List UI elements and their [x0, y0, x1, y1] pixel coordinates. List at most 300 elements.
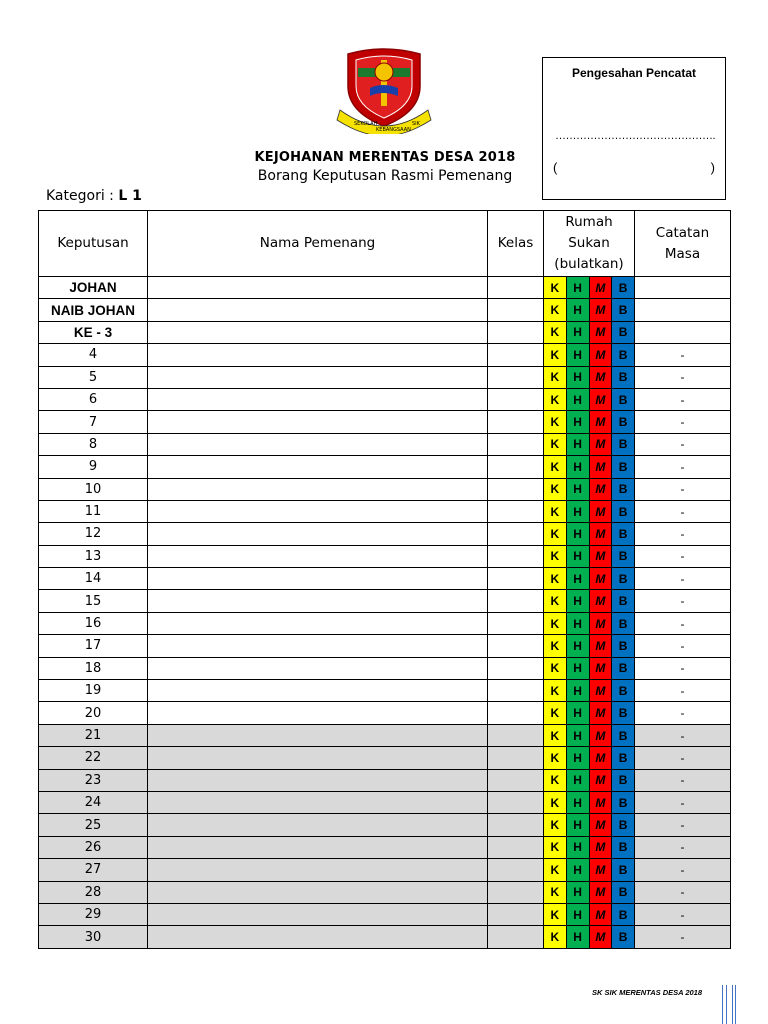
house-option-h[interactable]: H	[567, 792, 590, 813]
winner-name-field[interactable]	[148, 366, 488, 388]
table-header-row	[39, 211, 731, 277]
time-cell[interactable]: -	[635, 612, 731, 634]
class-field[interactable]	[488, 456, 544, 478]
table-row	[39, 724, 731, 746]
house-option-b[interactable]: B	[612, 725, 634, 746]
house-option-m[interactable]: M	[590, 501, 613, 522]
rank-cell: 26	[39, 836, 148, 858]
house-option-k[interactable]: K	[544, 277, 567, 298]
table-row	[39, 814, 731, 836]
house-option-m[interactable]: M	[590, 299, 613, 320]
class-field[interactable]	[488, 388, 544, 410]
class-field[interactable]	[488, 344, 544, 366]
time-cell[interactable]: -	[635, 478, 731, 500]
house-option-k[interactable]: K	[544, 456, 567, 477]
school-crest-logo	[334, 46, 434, 134]
house-option-m[interactable]: M	[590, 658, 613, 679]
house-options	[544, 657, 635, 679]
house-option-h[interactable]: H	[567, 456, 590, 477]
house-option-b[interactable]: B	[612, 277, 634, 298]
rank-cell: 11	[39, 500, 148, 522]
winner-name-field[interactable]	[148, 321, 488, 343]
class-field[interactable]	[488, 702, 544, 724]
house-options	[544, 478, 635, 500]
house-options	[544, 344, 635, 366]
rank-cell: 5	[39, 366, 148, 388]
rank-cell: 28	[39, 881, 148, 903]
rank-cell: 6	[39, 388, 148, 410]
winner-name-field[interactable]	[148, 680, 488, 702]
time-cell[interactable]: -	[635, 903, 731, 925]
table-row	[39, 747, 731, 769]
class-field[interactable]	[488, 523, 544, 545]
house-option-b[interactable]: B	[612, 501, 634, 522]
house-options	[544, 769, 635, 791]
time-cell[interactable]: -	[635, 568, 731, 590]
house-option-b[interactable]: B	[612, 904, 634, 925]
winner-name-field[interactable]	[148, 545, 488, 567]
time-cell[interactable]: -	[635, 680, 731, 702]
winner-name-field[interactable]	[148, 523, 488, 545]
house-option-h[interactable]: H	[567, 590, 590, 611]
class-field[interactable]	[488, 500, 544, 522]
house-option-k[interactable]: K	[544, 926, 567, 947]
house-option-k[interactable]: K	[544, 792, 567, 813]
house-option-b[interactable]: B	[612, 882, 634, 903]
house-option-m[interactable]: M	[590, 904, 613, 925]
house-option-h[interactable]: H	[567, 926, 590, 947]
class-field[interactable]	[488, 657, 544, 679]
time-cell[interactable]: -	[635, 344, 731, 366]
winner-name-field[interactable]	[148, 747, 488, 769]
header-masa-line1: Catatan	[655, 224, 710, 241]
house-option-h[interactable]: H	[567, 299, 590, 320]
house-option-b[interactable]: B	[612, 479, 634, 500]
class-field[interactable]	[488, 680, 544, 702]
table-row	[39, 881, 731, 903]
header-keputusan: Keputusan	[39, 211, 148, 277]
house-options	[544, 635, 635, 657]
winner-name-field[interactable]	[148, 612, 488, 634]
house-options	[544, 791, 635, 813]
house-option-b[interactable]: B	[612, 837, 634, 858]
winner-name-field[interactable]	[148, 388, 488, 410]
house-option-m[interactable]: M	[590, 523, 613, 544]
house-option-k[interactable]: K	[544, 680, 567, 701]
house-option-h[interactable]: H	[567, 837, 590, 858]
winner-name-field[interactable]	[148, 590, 488, 612]
time-cell[interactable]: -	[635, 791, 731, 813]
house-option-b[interactable]: B	[612, 635, 634, 656]
class-field[interactable]	[488, 791, 544, 813]
table-row	[39, 568, 731, 590]
time-cell[interactable]	[635, 277, 731, 299]
table-row	[39, 478, 731, 500]
house-option-h[interactable]: H	[567, 658, 590, 679]
house-option-m[interactable]: M	[590, 770, 613, 791]
house-option-b[interactable]: B	[612, 523, 634, 544]
winner-name-field[interactable]	[148, 411, 488, 433]
house-option-m[interactable]: M	[590, 546, 613, 567]
house-option-b[interactable]: B	[612, 568, 634, 589]
house-option-b[interactable]: B	[612, 434, 634, 455]
house-option-m[interactable]: M	[590, 367, 613, 388]
house-options	[544, 702, 635, 724]
house-option-h[interactable]: H	[567, 882, 590, 903]
class-field[interactable]	[488, 411, 544, 433]
class-field[interactable]	[488, 903, 544, 925]
house-option-h[interactable]: H	[567, 747, 590, 768]
house-option-b[interactable]: B	[612, 344, 634, 365]
house-option-m[interactable]: M	[590, 792, 613, 813]
house-option-m[interactable]: M	[590, 344, 613, 365]
class-field[interactable]	[488, 635, 544, 657]
crest-banner-right: KEBANGSAAN	[376, 127, 411, 133]
house-option-m[interactable]: M	[590, 747, 613, 768]
house-option-k[interactable]: K	[544, 635, 567, 656]
house-option-k[interactable]: K	[544, 367, 567, 388]
house-options	[544, 388, 635, 410]
house-option-m[interactable]: M	[590, 702, 613, 723]
class-field[interactable]	[488, 926, 544, 948]
house-option-h[interactable]: H	[567, 434, 590, 455]
house-option-k[interactable]: K	[544, 322, 567, 343]
house-option-m[interactable]: M	[590, 635, 613, 656]
house-option-k[interactable]: K	[544, 770, 567, 791]
class-field[interactable]	[488, 859, 544, 881]
table-row	[39, 411, 731, 433]
table-row	[39, 903, 731, 925]
table-row	[39, 344, 731, 366]
time-cell[interactable]	[635, 321, 731, 343]
house-option-k[interactable]: K	[544, 411, 567, 432]
rank-cell: 30	[39, 926, 148, 948]
house-options	[544, 411, 635, 433]
time-cell[interactable]: -	[635, 724, 731, 746]
class-field[interactable]	[488, 881, 544, 903]
house-options	[544, 612, 635, 634]
house-options	[544, 277, 635, 299]
time-cell[interactable]: -	[635, 702, 731, 724]
house-option-m[interactable]: M	[590, 926, 613, 947]
header-rumah-line3: (bulatkan)	[554, 256, 624, 272]
header-kelas: Kelas	[488, 211, 544, 277]
winner-name-field[interactable]	[148, 500, 488, 522]
house-option-k[interactable]: K	[544, 859, 567, 880]
signature-paren-open: (	[553, 160, 558, 175]
rank-cell: 20	[39, 702, 148, 724]
class-field[interactable]	[488, 612, 544, 634]
winner-name-field[interactable]	[148, 836, 488, 858]
house-option-b[interactable]: B	[612, 546, 634, 567]
time-cell[interactable]: -	[635, 500, 731, 522]
house-option-m[interactable]: M	[590, 568, 613, 589]
house-option-m[interactable]: M	[590, 680, 613, 701]
time-cell[interactable]: -	[635, 814, 731, 836]
time-cell[interactable]: -	[635, 456, 731, 478]
house-options	[544, 545, 635, 567]
rank-cell: KE - 3	[39, 321, 148, 343]
house-option-b[interactable]: B	[612, 814, 634, 835]
page-subtitle: Borang Keputusan Rasmi Pemenang	[257, 168, 513, 184]
table-row	[39, 590, 731, 612]
class-field[interactable]	[488, 568, 544, 590]
house-option-b[interactable]: B	[612, 590, 634, 611]
house-options	[544, 724, 635, 746]
time-cell[interactable]: -	[635, 769, 731, 791]
rank-cell: 9	[39, 456, 148, 478]
crest-banner-left: SEKOLAH	[354, 121, 378, 127]
house-option-m[interactable]: M	[590, 456, 613, 477]
house-option-h[interactable]: H	[567, 635, 590, 656]
rank-cell: 19	[39, 680, 148, 702]
rank-cell: 17	[39, 635, 148, 657]
time-cell[interactable]: -	[635, 366, 731, 388]
header-rumah-line1: Rumah	[565, 214, 613, 230]
time-cell[interactable]: -	[635, 590, 731, 612]
time-cell[interactable]: -	[635, 523, 731, 545]
house-option-h[interactable]: H	[567, 501, 590, 522]
house-option-h[interactable]: H	[567, 904, 590, 925]
house-option-b[interactable]: B	[612, 613, 634, 634]
class-field[interactable]	[488, 545, 544, 567]
house-options	[544, 366, 635, 388]
house-option-h[interactable]: H	[567, 367, 590, 388]
class-field[interactable]	[488, 724, 544, 746]
class-field[interactable]	[488, 769, 544, 791]
results-body	[39, 277, 731, 949]
time-cell[interactable]: -	[635, 388, 731, 410]
house-option-m[interactable]: M	[590, 322, 613, 343]
winner-name-field[interactable]	[148, 903, 488, 925]
house-option-b[interactable]: B	[612, 411, 634, 432]
house-option-k[interactable]: K	[544, 837, 567, 858]
house-option-h[interactable]: H	[567, 613, 590, 634]
winner-name-field[interactable]	[148, 881, 488, 903]
winner-name-field[interactable]	[148, 478, 488, 500]
house-option-m[interactable]: M	[590, 882, 613, 903]
page-title: KEJOHANAN MERENTAS DESA 2018	[254, 150, 516, 165]
house-option-h[interactable]: H	[567, 344, 590, 365]
house-option-k[interactable]: K	[544, 299, 567, 320]
time-cell[interactable]: -	[635, 859, 731, 881]
winner-name-field[interactable]	[148, 344, 488, 366]
winner-name-field[interactable]	[148, 702, 488, 724]
house-option-h[interactable]: H	[567, 322, 590, 343]
class-field[interactable]	[488, 747, 544, 769]
table-row	[39, 859, 731, 881]
house-option-k[interactable]: K	[544, 904, 567, 925]
rank-cell: 15	[39, 590, 148, 612]
table-row	[39, 366, 731, 388]
house-option-b[interactable]: B	[612, 926, 634, 947]
house-option-h[interactable]: H	[567, 702, 590, 723]
rank-cell: 10	[39, 478, 148, 500]
house-option-k[interactable]: K	[544, 479, 567, 500]
time-cell[interactable]: -	[635, 747, 731, 769]
house-option-h[interactable]: H	[567, 479, 590, 500]
house-option-k[interactable]: K	[544, 434, 567, 455]
house-options	[544, 903, 635, 925]
house-option-k[interactable]: K	[544, 613, 567, 634]
time-cell[interactable]: -	[635, 433, 731, 455]
house-option-h[interactable]: H	[567, 546, 590, 567]
house-option-k[interactable]: K	[544, 523, 567, 544]
house-options	[544, 433, 635, 455]
house-option-k[interactable]: K	[544, 725, 567, 746]
table-row	[39, 433, 731, 455]
rank-cell: 24	[39, 791, 148, 813]
winner-name-field[interactable]	[148, 635, 488, 657]
house-options	[544, 680, 635, 702]
house-option-k[interactable]: K	[544, 344, 567, 365]
results-table	[38, 210, 731, 949]
table-row	[39, 680, 731, 702]
header-nama: Nama Pemenang	[148, 211, 488, 277]
table-row	[39, 926, 731, 948]
rank-cell: NAIB JOHAN	[39, 299, 148, 321]
class-field[interactable]	[488, 366, 544, 388]
house-option-b[interactable]: B	[612, 658, 634, 679]
house-option-k[interactable]: K	[544, 389, 567, 410]
house-option-m[interactable]: M	[590, 725, 613, 746]
house-option-h[interactable]: H	[567, 680, 590, 701]
house-option-m[interactable]: M	[590, 434, 613, 455]
time-cell[interactable]: -	[635, 926, 731, 948]
house-option-h[interactable]: H	[567, 770, 590, 791]
winner-name-field[interactable]	[148, 456, 488, 478]
class-field[interactable]	[488, 277, 544, 299]
house-options	[544, 523, 635, 545]
house-option-h[interactable]: H	[567, 523, 590, 544]
kategori-line	[46, 188, 142, 204]
class-field[interactable]	[488, 478, 544, 500]
house-options	[544, 814, 635, 836]
house-option-h[interactable]: H	[567, 568, 590, 589]
house-option-b[interactable]: B	[612, 322, 634, 343]
class-field[interactable]	[488, 836, 544, 858]
house-option-k[interactable]: K	[544, 546, 567, 567]
winner-name-field[interactable]	[148, 433, 488, 455]
table-row	[39, 545, 731, 567]
house-option-m[interactable]: M	[590, 814, 613, 835]
header-masa	[635, 211, 731, 277]
class-field[interactable]	[488, 590, 544, 612]
document-heading	[230, 150, 540, 184]
table-row	[39, 388, 731, 410]
house-option-k[interactable]: K	[544, 590, 567, 611]
table-row	[39, 635, 731, 657]
winner-name-field[interactable]	[148, 724, 488, 746]
house-option-b[interactable]: B	[612, 299, 634, 320]
time-cell[interactable]: -	[635, 411, 731, 433]
winner-name-field[interactable]	[148, 926, 488, 948]
house-option-k[interactable]: K	[544, 814, 567, 835]
house-option-b[interactable]: B	[612, 747, 634, 768]
house-option-m[interactable]: M	[590, 277, 613, 298]
house-option-h[interactable]: H	[567, 389, 590, 410]
table-row	[39, 769, 731, 791]
house-options	[544, 299, 635, 321]
house-option-k[interactable]: K	[544, 702, 567, 723]
winner-name-field[interactable]	[148, 657, 488, 679]
time-cell[interactable]: -	[635, 657, 731, 679]
house-option-k[interactable]: K	[544, 568, 567, 589]
header-masa-line2: Masa	[664, 245, 701, 262]
winner-name-field[interactable]	[148, 814, 488, 836]
rank-cell: 8	[39, 433, 148, 455]
rank-cell: 25	[39, 814, 148, 836]
house-option-b[interactable]: B	[612, 456, 634, 477]
house-option-k[interactable]: K	[544, 658, 567, 679]
rank-cell: 13	[39, 545, 148, 567]
class-field[interactable]	[488, 321, 544, 343]
time-cell[interactable]: -	[635, 545, 731, 567]
class-field[interactable]	[488, 814, 544, 836]
house-option-b[interactable]: B	[612, 770, 634, 791]
house-options	[544, 321, 635, 343]
table-row	[39, 299, 731, 321]
house-option-m[interactable]: M	[590, 389, 613, 410]
table-row	[39, 836, 731, 858]
rank-cell: 22	[39, 747, 148, 769]
time-cell[interactable]	[635, 299, 731, 321]
house-option-h[interactable]: H	[567, 277, 590, 298]
house-option-b[interactable]: B	[612, 367, 634, 388]
house-option-m[interactable]: M	[590, 859, 613, 880]
house-option-m[interactable]: M	[590, 590, 613, 611]
signature-title: Pengesahan Pencatat	[571, 66, 697, 80]
class-field[interactable]	[488, 433, 544, 455]
house-option-k[interactable]: K	[544, 501, 567, 522]
house-option-b[interactable]: B	[612, 389, 634, 410]
rank-cell: 7	[39, 411, 148, 433]
house-option-h[interactable]: H	[567, 725, 590, 746]
house-option-m[interactable]: M	[590, 411, 613, 432]
house-option-h[interactable]: H	[567, 859, 590, 880]
time-cell[interactable]: -	[635, 881, 731, 903]
winner-name-field[interactable]	[148, 859, 488, 881]
rank-cell: 14	[39, 568, 148, 590]
house-options	[544, 859, 635, 881]
house-option-b[interactable]: B	[612, 702, 634, 723]
footer-text: SK SIK MERENTAS DESA 2018	[592, 988, 703, 997]
house-option-h[interactable]: H	[567, 411, 590, 432]
house-option-b[interactable]: B	[612, 680, 634, 701]
winner-name-field[interactable]	[148, 568, 488, 590]
house-option-k[interactable]: K	[544, 747, 567, 768]
kategori-label: Kategori :	[46, 188, 119, 204]
winner-name-field[interactable]	[148, 299, 488, 321]
winner-name-field[interactable]	[148, 769, 488, 791]
house-option-b[interactable]: B	[612, 859, 634, 880]
table-row	[39, 657, 731, 679]
house-option-h[interactable]: H	[567, 814, 590, 835]
time-cell[interactable]: -	[635, 635, 731, 657]
house-option-b[interactable]: B	[612, 792, 634, 813]
house-option-m[interactable]: M	[590, 837, 613, 858]
house-option-k[interactable]: K	[544, 882, 567, 903]
house-option-m[interactable]: M	[590, 613, 613, 634]
time-cell[interactable]: -	[635, 836, 731, 858]
house-options	[544, 881, 635, 903]
winner-name-field[interactable]	[148, 791, 488, 813]
table-row	[39, 321, 731, 343]
class-field[interactable]	[488, 299, 544, 321]
winner-name-field[interactable]	[148, 277, 488, 299]
house-option-m[interactable]: M	[590, 479, 613, 500]
table-row	[39, 791, 731, 813]
